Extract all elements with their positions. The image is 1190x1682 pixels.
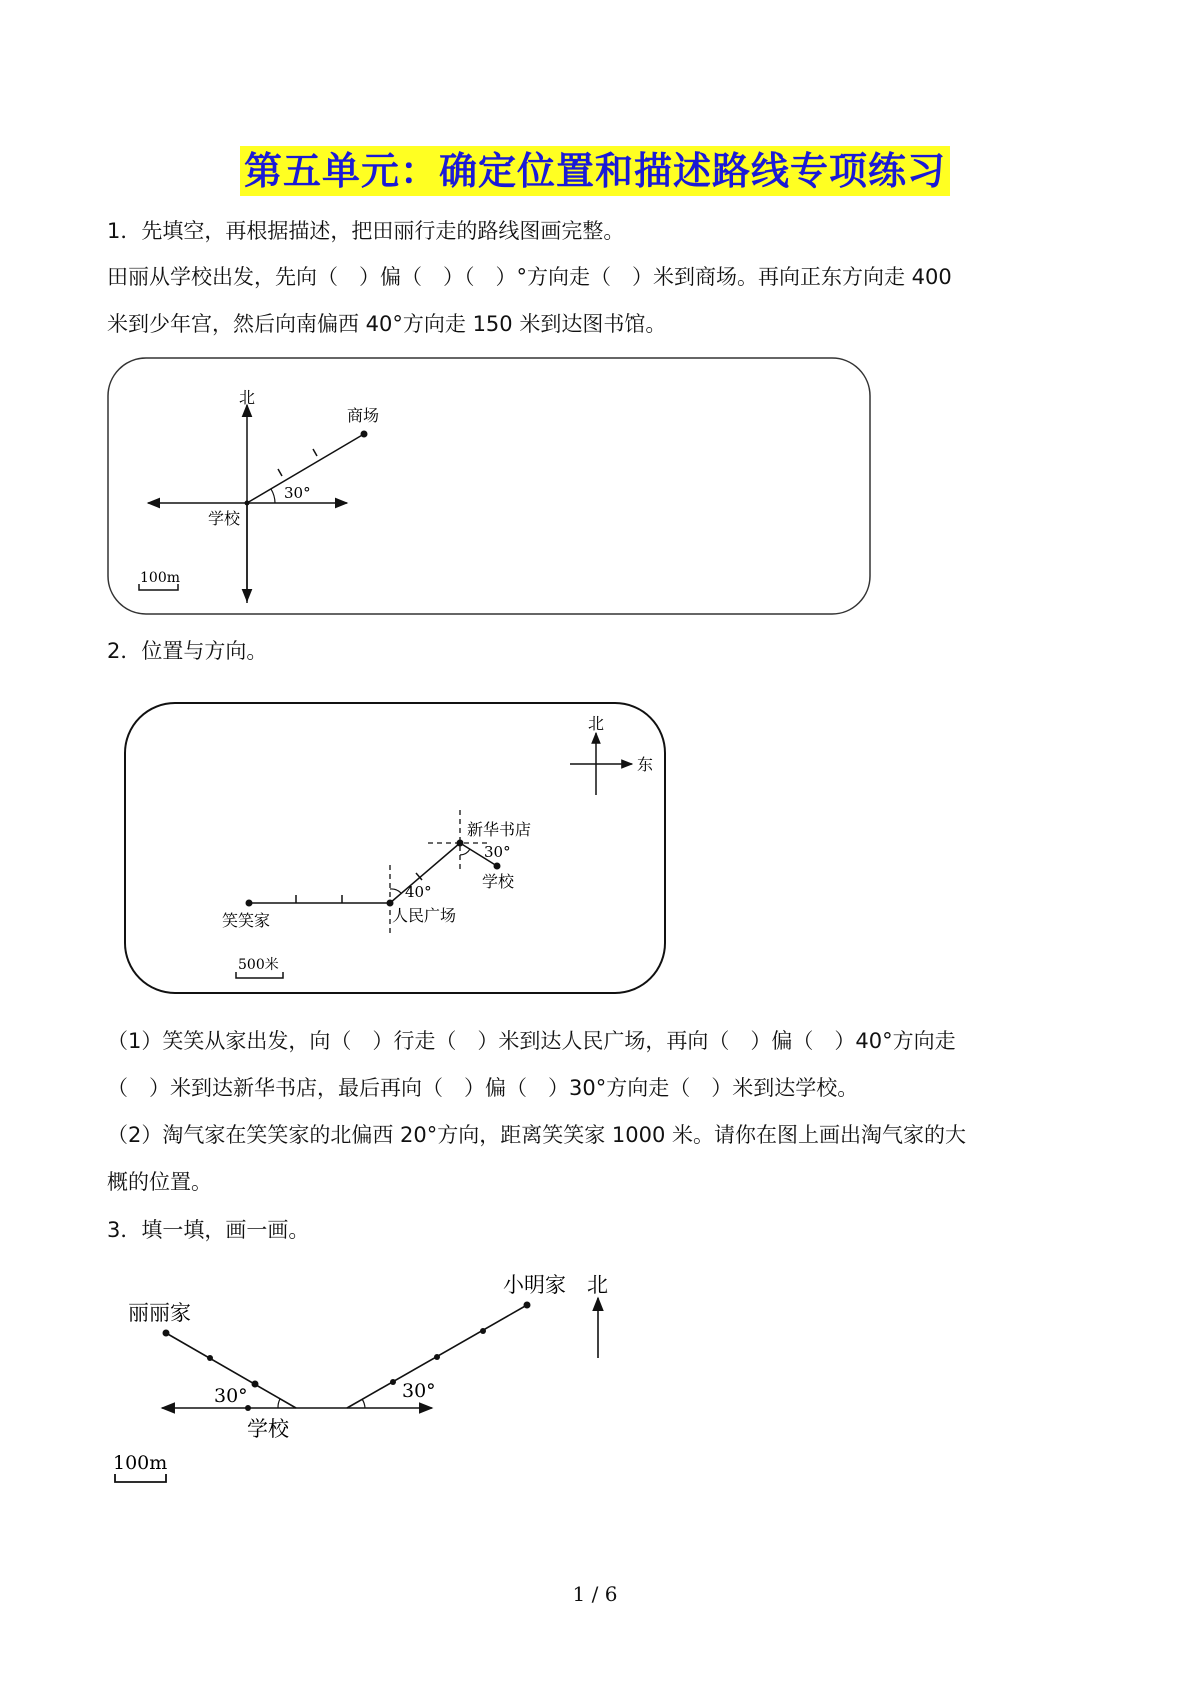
q3-angle-left-label: 30°: [214, 1385, 248, 1407]
q2-sub1-line2: （ ）米到达新华书店，最后再向（ ）偏（ ）30°方向走（ ）米到达学校。: [107, 1076, 859, 1100]
q3-lili-dot: [163, 1330, 170, 1337]
q1-north-label: 北: [238, 388, 256, 407]
q2-heading: 2．位置与方向。: [107, 639, 268, 663]
q2-angle30-label: 30°: [484, 843, 511, 861]
q3-scale-bar: [115, 1474, 166, 1482]
q3-angle-left-arc: [278, 1399, 280, 1408]
q3-tick-dot: [252, 1381, 259, 1388]
q3-lili-label: 丽丽家: [128, 1301, 191, 1325]
q2-sub2-line1: （2）淘气家在笑笑家的北偏西 20°方向，距离笑笑家 1000 米。请你在图上画出淘气家的大: [107, 1123, 967, 1147]
q3-school-label: 学校: [247, 1417, 289, 1441]
q2-home-label: 笑笑家: [222, 911, 271, 930]
q1-text-line2: 米到少年宫，然后向南偏西 40°方向走 150 米到达图书馆。: [107, 312, 667, 336]
q1-angle-label: 30°: [284, 484, 311, 502]
q2-school-label: 学校: [482, 872, 515, 891]
q3-angle-right-label: 30°: [402, 1380, 436, 1402]
q2-square-label: 人民广场: [392, 906, 457, 925]
q3-north-label: 北: [587, 1273, 608, 1297]
q1-text-line1: 田丽从学校出发，先向（ ）偏（ ）（ ）°方向走（ ）米到商场。再向正东方向走 400: [107, 265, 952, 289]
q3-tick-dot: [207, 1355, 213, 1361]
q2-sub1-line1: （1）笑笑从家出发，向（ ）行走（ ）米到达人民广场，再向（ ）偏（ ）40°方向走: [107, 1029, 956, 1053]
q3-tick-dot: [434, 1354, 440, 1360]
q1-scale-label: 100m: [140, 570, 180, 586]
q3-tick-dot: [480, 1328, 486, 1334]
q2-angle40-label: 40°: [405, 883, 432, 901]
page-title: 第五单元：确定位置和描述路线专项练习: [240, 146, 950, 196]
q3-scale-label: 100m: [113, 1452, 168, 1474]
q1-heading: 1．先填空，再根据描述，把田丽行走的路线图画完整。: [107, 219, 625, 243]
q3-xiaoming-dot: [524, 1302, 531, 1309]
q2-compass-east-label: 东: [637, 755, 654, 774]
q3-tick-dot: [390, 1379, 396, 1385]
q1-mall-label: 商场: [347, 406, 380, 425]
q2-scale-label: 500米: [238, 957, 279, 973]
q3-angle-right-arc: [362, 1399, 365, 1408]
q3-xiaoming-label: 小明家: [503, 1273, 566, 1297]
q2-bookstore-label: 新华书店: [467, 820, 532, 839]
q1-school-label: 学校: [208, 509, 241, 528]
q2-sub2-line2: 概的位置。: [107, 1170, 212, 1194]
page-number: 1 / 6: [572, 1582, 618, 1606]
q2-compass-north-label: 北: [587, 714, 605, 733]
q3-heading: 3．填一填，画一画。: [107, 1218, 310, 1242]
